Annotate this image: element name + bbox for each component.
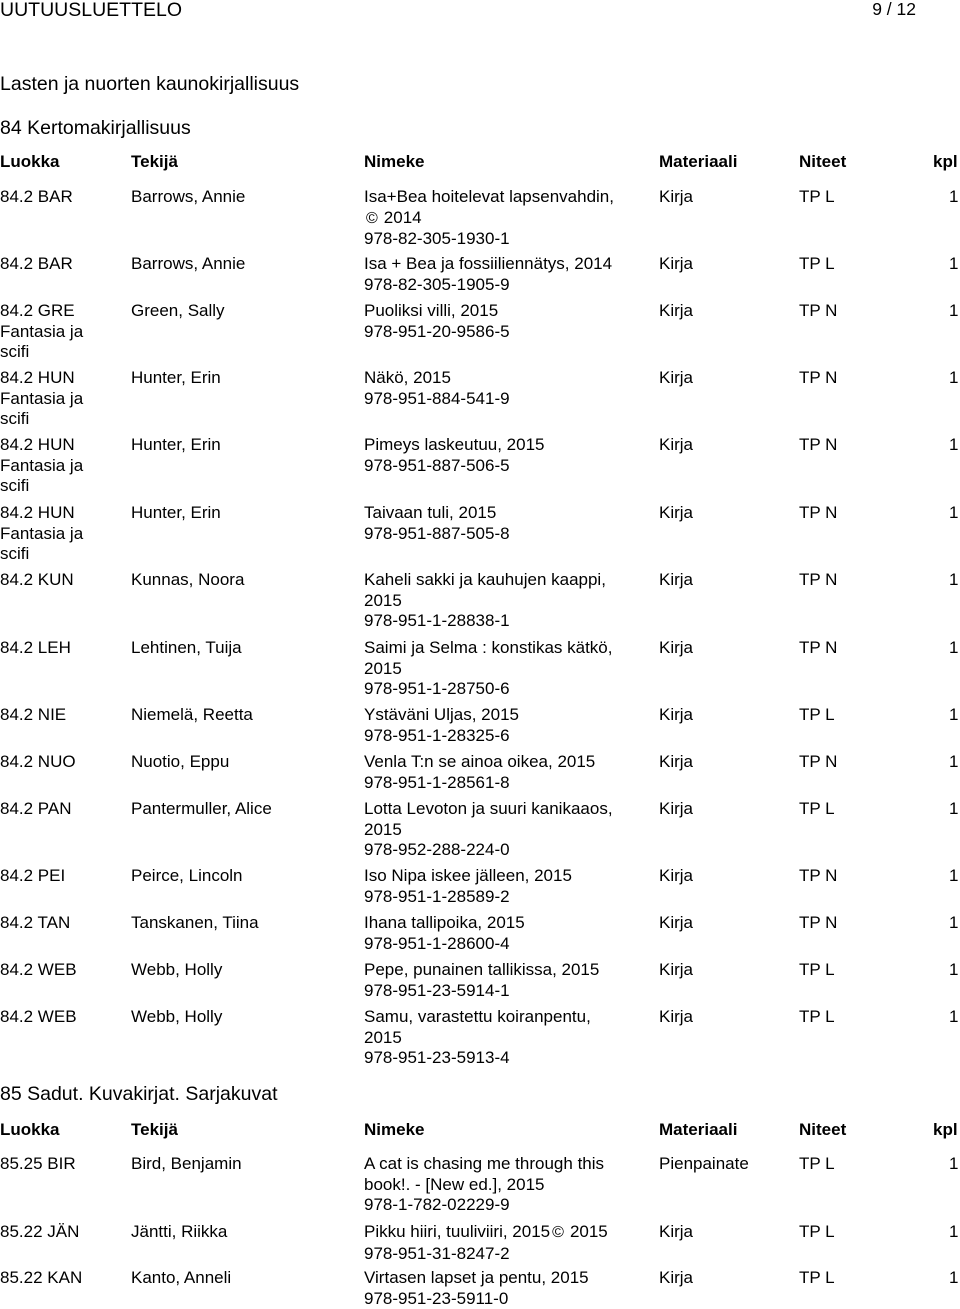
- isbn: 978-951-1-28600-4: [364, 933, 510, 953]
- tekija-cell: Hunter, Erin: [131, 368, 221, 387]
- col-nimeke: Nimeke: [364, 1120, 425, 1139]
- kpl-cell: 1: [949, 913, 959, 932]
- kpl-cell: 1: [949, 254, 959, 273]
- page-number: 9 / 12: [872, 0, 916, 19]
- luokka-text: 84.2 KUN: [0, 570, 74, 589]
- luokka-text: 84.2 HUN: [0, 435, 75, 454]
- luokka-text: 84.2 BAR: [0, 187, 73, 206]
- luokka-cell: [0, 705, 125, 726]
- luokka-text: 84.2 BAR: [0, 254, 73, 273]
- tekija-cell: Kunnas, Noora: [131, 570, 245, 589]
- luokka-text: 85.22 KAN: [0, 1268, 83, 1287]
- luokka-text: 84.2 LEH: [0, 638, 71, 657]
- title-line: [364, 659, 654, 680]
- tekija-cell: Barrows, Annie: [131, 254, 246, 273]
- materiaali-cell: Kirja: [659, 570, 694, 589]
- luokka-cell: [0, 254, 125, 275]
- luokka-text: 84.2 HUN: [0, 368, 75, 387]
- col-kpl: kpl: [933, 152, 958, 171]
- title-line: [364, 960, 654, 981]
- tekija-cell: Lehtinen, Tuija: [131, 638, 242, 657]
- luokka-text: scifi: [0, 409, 30, 429]
- title-text: 2015: [364, 819, 402, 839]
- luokka-text: 84.2 WEB: [0, 960, 77, 979]
- title-text: A cat is chasing me through this: [364, 1154, 605, 1173]
- nimeke-cell: [364, 570, 654, 632]
- luokka-text: 84.2 TAN: [0, 913, 71, 932]
- materiaali-cell: Kirja: [659, 705, 694, 724]
- title-line: [364, 254, 654, 275]
- luokka-cell: [0, 960, 125, 981]
- tekija-cell: Bird, Benjamin: [131, 1154, 242, 1173]
- kpl-cell: 1: [949, 960, 959, 979]
- luokka-text: 84.2 HUN: [0, 503, 75, 522]
- materiaali-cell: Kirja: [659, 368, 694, 387]
- luokka-cell: [0, 1222, 125, 1243]
- niteet-cell: TP N: [799, 301, 838, 320]
- tekija-cell: Hunter, Erin: [131, 435, 221, 454]
- title-line: [364, 208, 654, 230]
- materiaali-cell: Kirja: [659, 254, 694, 273]
- title-line: [364, 705, 654, 726]
- isbn: 978-951-1-28750-6: [364, 679, 510, 699]
- luokka-cell: [0, 435, 125, 497]
- copyright-year: 2015: [569, 1222, 608, 1241]
- kpl-cell: 1: [949, 570, 959, 589]
- title-line: [364, 187, 654, 208]
- luokka-text: Fantasia ja: [0, 455, 84, 475]
- title-line: [364, 866, 654, 887]
- col-materiaali: Materiaali: [659, 1120, 738, 1139]
- title-line: [364, 591, 654, 612]
- title-text: 2014: [383, 207, 422, 227]
- title-line: [364, 1175, 654, 1196]
- title-text: Näkö, 2015: [364, 368, 451, 387]
- luokka-text: 84.2 PEI: [0, 866, 66, 885]
- isbn: 978-951-1-28325-6: [364, 725, 510, 745]
- nimeke-cell: [364, 503, 654, 544]
- luokka-text: 84.2 GRE: [0, 301, 75, 320]
- kpl-cell: 1: [949, 799, 959, 818]
- nimeke-cell: [364, 866, 654, 907]
- isbn: 978-951-884-541-9: [364, 388, 510, 408]
- materiaali-cell: Kirja: [659, 866, 694, 885]
- niteet-cell: TP N: [799, 368, 838, 387]
- niteet-cell: TP N: [799, 435, 838, 454]
- materiaali-cell: Kirja: [659, 435, 694, 454]
- nimeke-cell: [364, 254, 654, 295]
- tekija-cell: Jäntti, Riikka: [131, 1222, 228, 1241]
- niteet-cell: TP N: [799, 638, 838, 657]
- subsection-title-84: 84 Kertomakirjallisuus: [0, 117, 191, 139]
- isbn: 978-951-1-28838-1: [364, 611, 510, 631]
- col-luokka: Luokka: [0, 1120, 60, 1139]
- niteet-cell: TP N: [799, 570, 838, 589]
- tekija-cell: Kanto, Anneli: [131, 1268, 232, 1287]
- section-title: Lasten ja nuorten kaunokirjallisuus: [0, 73, 300, 95]
- luokka-cell: [0, 368, 125, 430]
- materiaali-cell: Kirja: [659, 638, 694, 657]
- kpl-cell: 1: [949, 1007, 959, 1026]
- kpl-cell: 1: [949, 1154, 959, 1173]
- kpl-cell: 1: [949, 368, 959, 387]
- niteet-cell: TP L: [799, 799, 835, 818]
- materiaali-cell: Kirja: [659, 1222, 694, 1241]
- copyright-icon: ©: [366, 209, 378, 227]
- nimeke-cell: [364, 301, 654, 342]
- nimeke-cell: [364, 638, 654, 700]
- isbn: 978-1-782-02229-9: [364, 1195, 510, 1215]
- title-line: [364, 503, 654, 524]
- nimeke-cell: [364, 960, 654, 1001]
- title-line: [364, 1222, 654, 1244]
- luokka-text: 84.2 PAN: [0, 799, 72, 818]
- tekija-cell: Niemelä, Reetta: [131, 705, 253, 724]
- materiaali-cell: Kirja: [659, 913, 694, 932]
- materiaali-cell: Kirja: [659, 960, 694, 979]
- isbn: 978-951-23-5914-1: [364, 980, 510, 1000]
- tekija-cell: Pantermuller, Alice: [131, 799, 272, 818]
- title-line: [364, 1028, 654, 1049]
- luokka-cell: [0, 301, 125, 363]
- title-text: Samu, varastettu koiranpentu,: [364, 1007, 591, 1026]
- title-line: [364, 1268, 654, 1289]
- title-text: Lotta Levoton ja suuri kanikaaos,: [364, 799, 613, 818]
- niteet-cell: TP L: [799, 254, 835, 273]
- luokka-text: Fantasia ja: [0, 321, 84, 341]
- kpl-cell: 1: [949, 1222, 959, 1241]
- title-line: [364, 570, 654, 591]
- nimeke-cell: [364, 1154, 654, 1216]
- title-text: Venla T:n se ainoa oikea, 2015: [364, 752, 596, 771]
- materiaali-cell: Pienpainate: [659, 1154, 749, 1173]
- col-materiaali: Materiaali: [659, 152, 738, 171]
- kpl-cell: 1: [949, 638, 959, 657]
- isbn: 978-951-887-506-5: [364, 455, 510, 475]
- title-line: [364, 638, 654, 659]
- tekija-cell: Barrows, Annie: [131, 187, 246, 206]
- title-line: [364, 301, 654, 322]
- title-line: [364, 820, 654, 841]
- luokka-cell: [0, 752, 125, 773]
- nimeke-cell: [364, 368, 654, 409]
- title-line: [364, 1007, 654, 1028]
- col-niteet: Niteet: [799, 152, 847, 171]
- isbn: 978-951-1-28589-2: [364, 886, 510, 906]
- nimeke-cell: [364, 435, 654, 476]
- isbn: 978-951-23-5911-0: [364, 1288, 509, 1308]
- isbn: 978-82-305-1930-1: [364, 229, 510, 249]
- title-text: Puoliksi villi, 2015: [364, 301, 499, 320]
- materiaali-cell: Kirja: [659, 503, 694, 522]
- isbn: 978-952-288-224-0: [364, 840, 510, 860]
- page-title: UUTUUSLUETTELO: [0, 0, 183, 21]
- luokka-text: 85.25 BIR: [0, 1154, 76, 1173]
- title-line: [364, 368, 654, 389]
- title-line: [364, 435, 654, 456]
- nimeke-cell: [364, 752, 654, 793]
- title-text: Ystäväni Uljas, 2015: [364, 705, 519, 724]
- kpl-cell: 1: [949, 435, 959, 454]
- niteet-cell: TP L: [799, 960, 835, 979]
- isbn: 978-82-305-1905-9: [364, 274, 510, 294]
- nimeke-cell: [364, 913, 654, 954]
- title-text: Pimeys laskeutuu, 2015: [364, 435, 545, 454]
- luokka-cell: [0, 503, 125, 565]
- title-line: [364, 799, 654, 820]
- luokka-cell: [0, 1154, 125, 1175]
- luokka-text: scifi: [0, 342, 30, 362]
- niteet-cell: TP N: [799, 866, 838, 885]
- niteet-cell: TP L: [799, 187, 835, 206]
- isbn: 978-951-887-505-8: [364, 523, 510, 543]
- col-tekija: Tekijä: [131, 152, 178, 171]
- luokka-text: 84.2 WEB: [0, 1007, 77, 1026]
- title-text: Isa + Bea ja fossiiliennätys, 2014: [364, 254, 613, 273]
- title-text: Taivaan tuli, 2015: [364, 503, 497, 522]
- isbn: 978-951-31-8247-2: [364, 1243, 510, 1263]
- tekija-cell: Webb, Holly: [131, 960, 223, 979]
- col-kpl: kpl: [933, 1120, 958, 1139]
- tekija-cell: Tanskanen, Tiina: [131, 913, 259, 932]
- nimeke-cell: [364, 1268, 654, 1309]
- tekija-cell: Nuotio, Eppu: [131, 752, 230, 771]
- col-niteet: Niteet: [799, 1120, 847, 1139]
- tekija-cell: Peirce, Lincoln: [131, 866, 243, 885]
- title-line: [364, 913, 654, 934]
- title-text: book!. - [New ed.], 2015: [364, 1174, 545, 1194]
- niteet-cell: TP L: [799, 1222, 835, 1241]
- luokka-text: scifi: [0, 544, 30, 564]
- title-text: Pikku hiiri, tuuliviiri, 2015: [364, 1222, 551, 1241]
- luokka-text: 84.2 NUO: [0, 752, 76, 771]
- isbn: 978-951-20-9586-5: [364, 321, 510, 341]
- nimeke-cell: [364, 187, 654, 250]
- luokka-text: 85.22 JÄN: [0, 1222, 80, 1241]
- kpl-cell: 1: [949, 705, 959, 724]
- luokka-cell: [0, 913, 125, 934]
- niteet-cell: TP N: [799, 913, 838, 932]
- materiaali-cell: Kirja: [659, 752, 694, 771]
- title-text: Isa+Bea hoitelevat lapsenvahdin,: [364, 187, 614, 206]
- title-text: Pepe, punainen tallikissa, 2015: [364, 960, 600, 979]
- copyright-icon: ©: [552, 1224, 564, 1241]
- nimeke-cell: [364, 705, 654, 746]
- nimeke-cell: [364, 1007, 654, 1069]
- col-tekija: Tekijä: [131, 1120, 178, 1139]
- kpl-cell: 1: [949, 1268, 959, 1287]
- kpl-cell: 1: [949, 503, 959, 522]
- tekija-cell: Hunter, Erin: [131, 503, 221, 522]
- luokka-text: 84.2 NIE: [0, 705, 67, 724]
- luokka-cell: [0, 866, 125, 887]
- kpl-cell: 1: [949, 866, 959, 885]
- kpl-cell: 1: [949, 301, 959, 320]
- column-header-row: [0, 152, 960, 174]
- title-text: Saimi ja Selma : konstikas kätkö,: [364, 638, 613, 657]
- luokka-cell: [0, 570, 125, 591]
- materiaali-cell: Kirja: [659, 301, 694, 320]
- column-header-row: [0, 1120, 960, 1142]
- niteet-cell: TP N: [799, 503, 838, 522]
- materiaali-cell: Kirja: [659, 799, 694, 818]
- niteet-cell: TP L: [799, 1154, 835, 1173]
- kpl-cell: 1: [949, 187, 959, 206]
- isbn: 978-951-23-5913-4: [364, 1048, 510, 1068]
- luokka-text: Fantasia ja: [0, 523, 84, 543]
- materiaali-cell: Kirja: [659, 1268, 694, 1287]
- luokka-cell: [0, 799, 125, 820]
- nimeke-cell: [364, 1222, 654, 1264]
- title-text: 2015: [364, 658, 402, 678]
- col-nimeke: Nimeke: [364, 152, 425, 171]
- niteet-cell: TP L: [799, 1007, 835, 1026]
- materiaali-cell: Kirja: [659, 1007, 694, 1026]
- title-line: [364, 752, 654, 773]
- niteet-cell: TP L: [799, 1268, 835, 1287]
- title-line: [364, 1154, 654, 1175]
- niteet-cell: TP L: [799, 705, 835, 724]
- luokka-text: Fantasia ja: [0, 388, 84, 408]
- isbn: 978-951-1-28561-8: [364, 772, 510, 792]
- subsection-title-85: 85 Sadut. Kuvakirjat. Sarjakuvat: [0, 1083, 278, 1105]
- title-text: Iso Nipa iskee jälleen, 2015: [364, 866, 572, 885]
- title-text: Kaheli sakki ja kauhujen kaappi,: [364, 570, 606, 589]
- tekija-cell: Webb, Holly: [131, 1007, 223, 1026]
- luokka-cell: [0, 187, 125, 208]
- niteet-cell: TP N: [799, 752, 838, 771]
- nimeke-cell: [364, 799, 654, 861]
- tekija-cell: Green, Sally: [131, 301, 225, 320]
- luokka-cell: [0, 638, 125, 659]
- title-text: 2015: [364, 590, 402, 610]
- luokka-cell: [0, 1268, 125, 1289]
- title-text: Ihana tallipoika, 2015: [364, 913, 525, 932]
- kpl-cell: 1: [949, 752, 959, 771]
- title-text: Virtasen lapset ja pentu, 2015: [364, 1268, 589, 1287]
- col-luokka: Luokka: [0, 152, 60, 171]
- luokka-text: scifi: [0, 476, 30, 496]
- title-text: 2015: [364, 1027, 402, 1047]
- luokka-cell: [0, 1007, 125, 1028]
- materiaali-cell: Kirja: [659, 187, 694, 206]
